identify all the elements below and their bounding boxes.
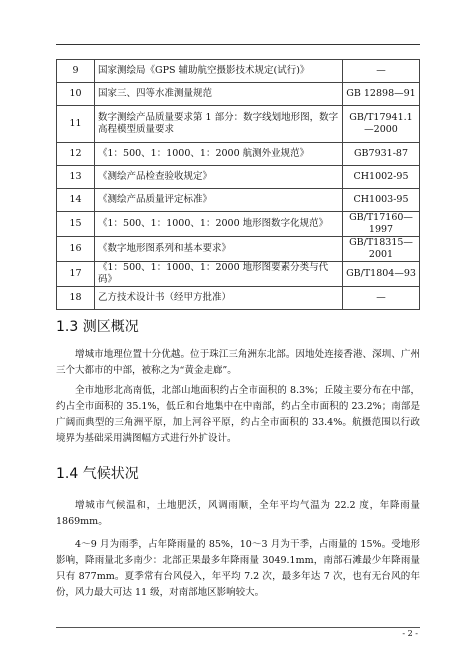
table-row <box>57 212 420 237</box>
standard-code: — <box>343 60 420 83</box>
standard-name: 数字测绘产品质量要求第 1 部分：数字线划地形图，数字高程模型质量要求 <box>95 106 343 143</box>
row-number: 14 <box>57 189 95 212</box>
standard-code: CH1003-95 <box>343 189 420 212</box>
row-number: 12 <box>57 143 95 166</box>
table-row <box>57 83 420 106</box>
table-row <box>57 106 420 143</box>
page-number: - 2 - <box>402 629 418 638</box>
row-number: 11 <box>57 106 95 143</box>
table-row <box>57 60 420 83</box>
standard-name: 国家测绘局《GPS 辅助航空摄影技术规定(试行)》 <box>95 60 343 83</box>
standard-code: CH1002-95 <box>343 166 420 189</box>
reference-standards-table <box>56 59 420 310</box>
table-row <box>57 166 420 189</box>
paragraph-location: 增城市地理位置十分优越。位于珠江三角洲东北部。因地处连接香港、深圳、广州三个大都市的中部，被称之为“黄金走廊”。 <box>56 349 420 376</box>
table-row <box>57 287 420 310</box>
standard-name: 国家三、四等水准测量规范 <box>95 83 343 106</box>
row-number: 16 <box>57 237 95 262</box>
standard-name: 《1：500、1：1000、1：2000 航测外业规范》 <box>95 143 343 166</box>
paragraph-climate-rainfall: 4～9 月为雨季，占年降雨量的 85%，10～3 月为干季，占雨量的 15%。受地形影响，降雨量北多南少：北部正果最多年降雨量 3049.1mm，南部石滩最少年降雨量只有 877mm。夏季常有台风侵入，年平均 7.2 次，最多年达 7 次，也有无台风的年份，风力最大可达 11 级，对南部地区影响较大。 <box>56 539 420 598</box>
standard-code: — <box>343 287 420 310</box>
standard-code: GB/T17941.1—2000 <box>343 106 420 143</box>
section-heading-survey-area: 1.3 测区概况 <box>56 319 139 335</box>
standard-name: 《测绘产品质量评定标准》 <box>95 189 343 212</box>
header-rule <box>56 44 420 45</box>
standard-name: 《1：500、1：1000、1：2000 地形图要素分类与代码》 <box>95 262 343 287</box>
standard-code: GB7931-87 <box>343 143 420 166</box>
section-heading-climate: 1.4 气候状况 <box>56 466 139 482</box>
standard-code: GB/T18315—2001 <box>343 237 420 262</box>
row-number: 9 <box>57 60 95 83</box>
table-row <box>57 237 420 262</box>
standard-code: GB/T1804—93 <box>343 262 420 287</box>
standard-code: GB 12898—91 <box>343 83 420 106</box>
table-row <box>57 189 420 212</box>
row-number: 10 <box>57 83 95 106</box>
row-number: 17 <box>57 262 95 287</box>
paragraph-terrain: 全市地形北高南低，北部山地面积约占全市面积的 8.3%；丘陵主要分布在中部，约占全市面积的 35.1%，低丘和台地集中在中南部，约占全市面积的 23.2%；南部是广阔而典型的三角洲平原，加上河谷平原，约占全市面积的 33.4%。航摄范围以行政境界为基础采用满图幅方式进行外扩设计。 <box>56 385 420 444</box>
table-row <box>57 143 420 166</box>
footer-rule <box>56 627 420 628</box>
standard-code: GB/T17160—1997 <box>343 212 420 237</box>
standard-name: 《数字地形图系列和基本要求》 <box>95 237 343 262</box>
row-number: 18 <box>57 287 95 310</box>
standard-name: 《测绘产品检查验收规定》 <box>95 166 343 189</box>
paragraph-climate-temperature: 增城市气候温和，土地肥沃，风调雨顺，全年平均气温为 22.2 度，年降雨量 1869mm。 <box>56 500 420 527</box>
table-row <box>57 262 420 287</box>
row-number: 15 <box>57 212 95 237</box>
standard-name: 乙方技术设计书（经甲方批准） <box>95 287 343 310</box>
row-number: 13 <box>57 166 95 189</box>
standard-name: 《1：500、1：1000、1：2000 地形图数字化规范》 <box>95 212 343 237</box>
